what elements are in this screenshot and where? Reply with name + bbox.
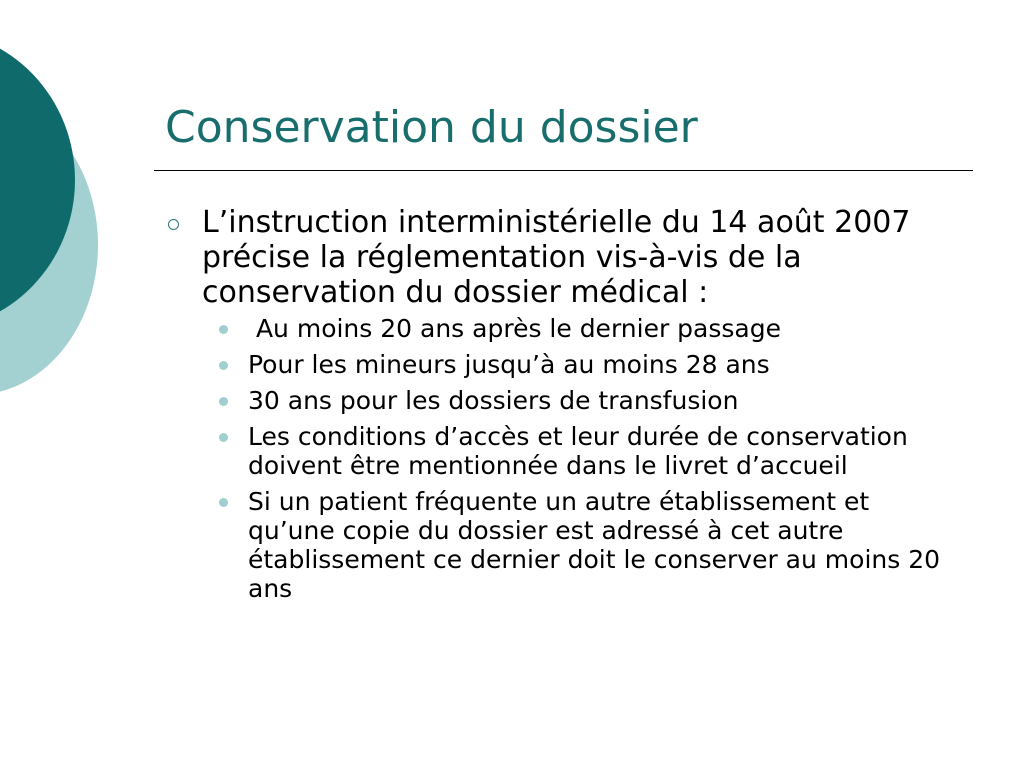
- sub-bullet: [202, 350, 962, 379]
- dot-bullet-icon: [219, 361, 228, 370]
- sub-bullet-text: Si un patient fréquente un autre établissement et qu’une copie du dossier est adressé à cet autre établissement ce dernier doit le conserver au moins 20 ans: [248, 487, 941, 603]
- sub-bullet-text: Au moins 20 ans après le dernier passage: [248, 314, 781, 343]
- dot-bullet-icon: [219, 433, 228, 442]
- hollow-circle-bullet-icon: [168, 219, 179, 230]
- dot-bullet-icon: [219, 325, 228, 334]
- dot-bullet-icon: [219, 498, 228, 507]
- sub-bullet-text: 30 ans pour les dossiers de transfusion: [248, 386, 739, 415]
- content-list: [162, 205, 962, 610]
- sub-bullet: [202, 314, 962, 343]
- dot-bullet-icon: [219, 397, 228, 406]
- main-bullet: [162, 205, 962, 603]
- slide-title: Conservation du dossier: [165, 102, 698, 153]
- main-bullet-text: L’instruction interministérielle du 14 août 2007 précise la réglementation vis-à-vis de la conservation du dossier médical :: [202, 205, 911, 310]
- sub-bullet-text: Les conditions d’accès et leur durée de conservation doivent être mentionnée dans le livret d’accueil: [248, 422, 908, 480]
- sub-bullet: [202, 487, 962, 603]
- sub-bullet: [202, 386, 962, 415]
- sub-bullet: [202, 422, 962, 480]
- sub-bullet-list: [202, 314, 962, 603]
- title-divider: [154, 170, 973, 171]
- sub-bullet-text: Pour les mineurs jusqu’à au moins 28 ans: [248, 350, 770, 379]
